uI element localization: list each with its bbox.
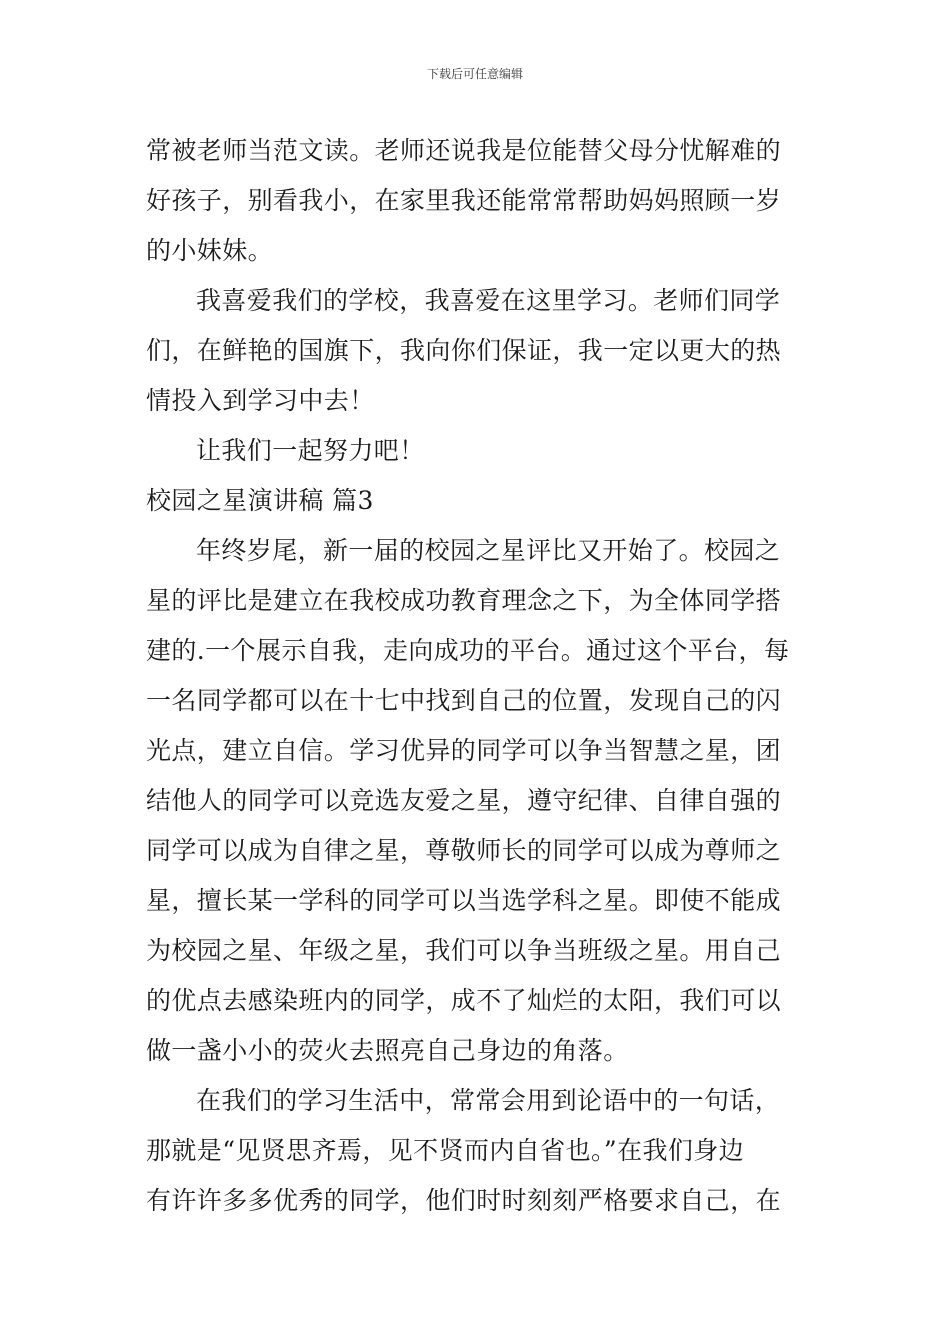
text-line: 的优点去感染班内的同学，成不了灿烂的太阳，我们可以 bbox=[146, 986, 782, 1015]
paragraph-2 bbox=[146, 276, 808, 426]
text-line: 星的评比是建立在我校成功教育理念之下，为全体同学搭 bbox=[146, 586, 782, 615]
text-line: 情投入到学习中去！ bbox=[146, 386, 375, 415]
text-line: 一名同学都可以在十七中找到自己的位置，发现自己的闪 bbox=[146, 686, 782, 715]
paragraph-5 bbox=[146, 1076, 808, 1226]
document-body bbox=[146, 126, 808, 1226]
text-line: 让我们一起努力吧！ bbox=[196, 436, 425, 465]
paragraph-1 bbox=[146, 126, 808, 276]
paragraph-3 bbox=[146, 426, 808, 476]
text-line: 那就是“见贤思齐焉，见不贤而内自省也。”在我们身边 bbox=[146, 1136, 745, 1165]
text-line: 建的.一个展示自我，走向成功的平台。通过这个平台，每 bbox=[146, 636, 790, 665]
text-line: 同学可以成为自律之星，尊敬师长的同学可以成为尊师之 bbox=[146, 836, 782, 865]
text-line: 的小妹妹。 bbox=[146, 236, 274, 265]
text-line: 在我们的学习生活中，常常会用到论语中的一句话， bbox=[196, 1086, 781, 1115]
section-heading: 校园之星演讲稿 篇3 bbox=[146, 486, 374, 515]
text-line: 们，在鲜艳的国旗下，我向你们保证，我一定以更大的热 bbox=[146, 336, 782, 365]
paragraph-4 bbox=[146, 526, 808, 1076]
page-header: 下载后可任意编辑 bbox=[426, 67, 523, 81]
text-line: 为校园之星、年级之星，我们可以争当班级之星。用自己 bbox=[146, 936, 782, 965]
text-line: 做一盏小小的荧火去照亮自己身边的角落。 bbox=[146, 1036, 629, 1065]
text-line: 我喜爱我们的学校，我喜爱在这里学习。老师们同学 bbox=[196, 286, 781, 315]
text-line: 星，擅长某一学科的同学可以当选学科之星。即使不能成 bbox=[146, 886, 782, 915]
text-line: 好孩子，别看我小，在家里我还能常常帮助妈妈照顾一岁 bbox=[146, 186, 782, 215]
text-line: 年终岁尾，新一届的校园之星评比又开始了。校园之 bbox=[196, 536, 781, 565]
text-line: 结他人的同学可以竞选友爱之星，遵守纪律、自律自强的 bbox=[146, 786, 782, 815]
text-line: 光点，建立自信。学习优异的同学可以争当智慧之星，团 bbox=[146, 736, 782, 765]
text-line: 有许许多多优秀的同学，他们时时刻刻严格要求自己，在 bbox=[146, 1186, 782, 1215]
text-line: 常被老师当范文读。老师还说我是位能替父母分忧解难的 bbox=[146, 136, 782, 165]
